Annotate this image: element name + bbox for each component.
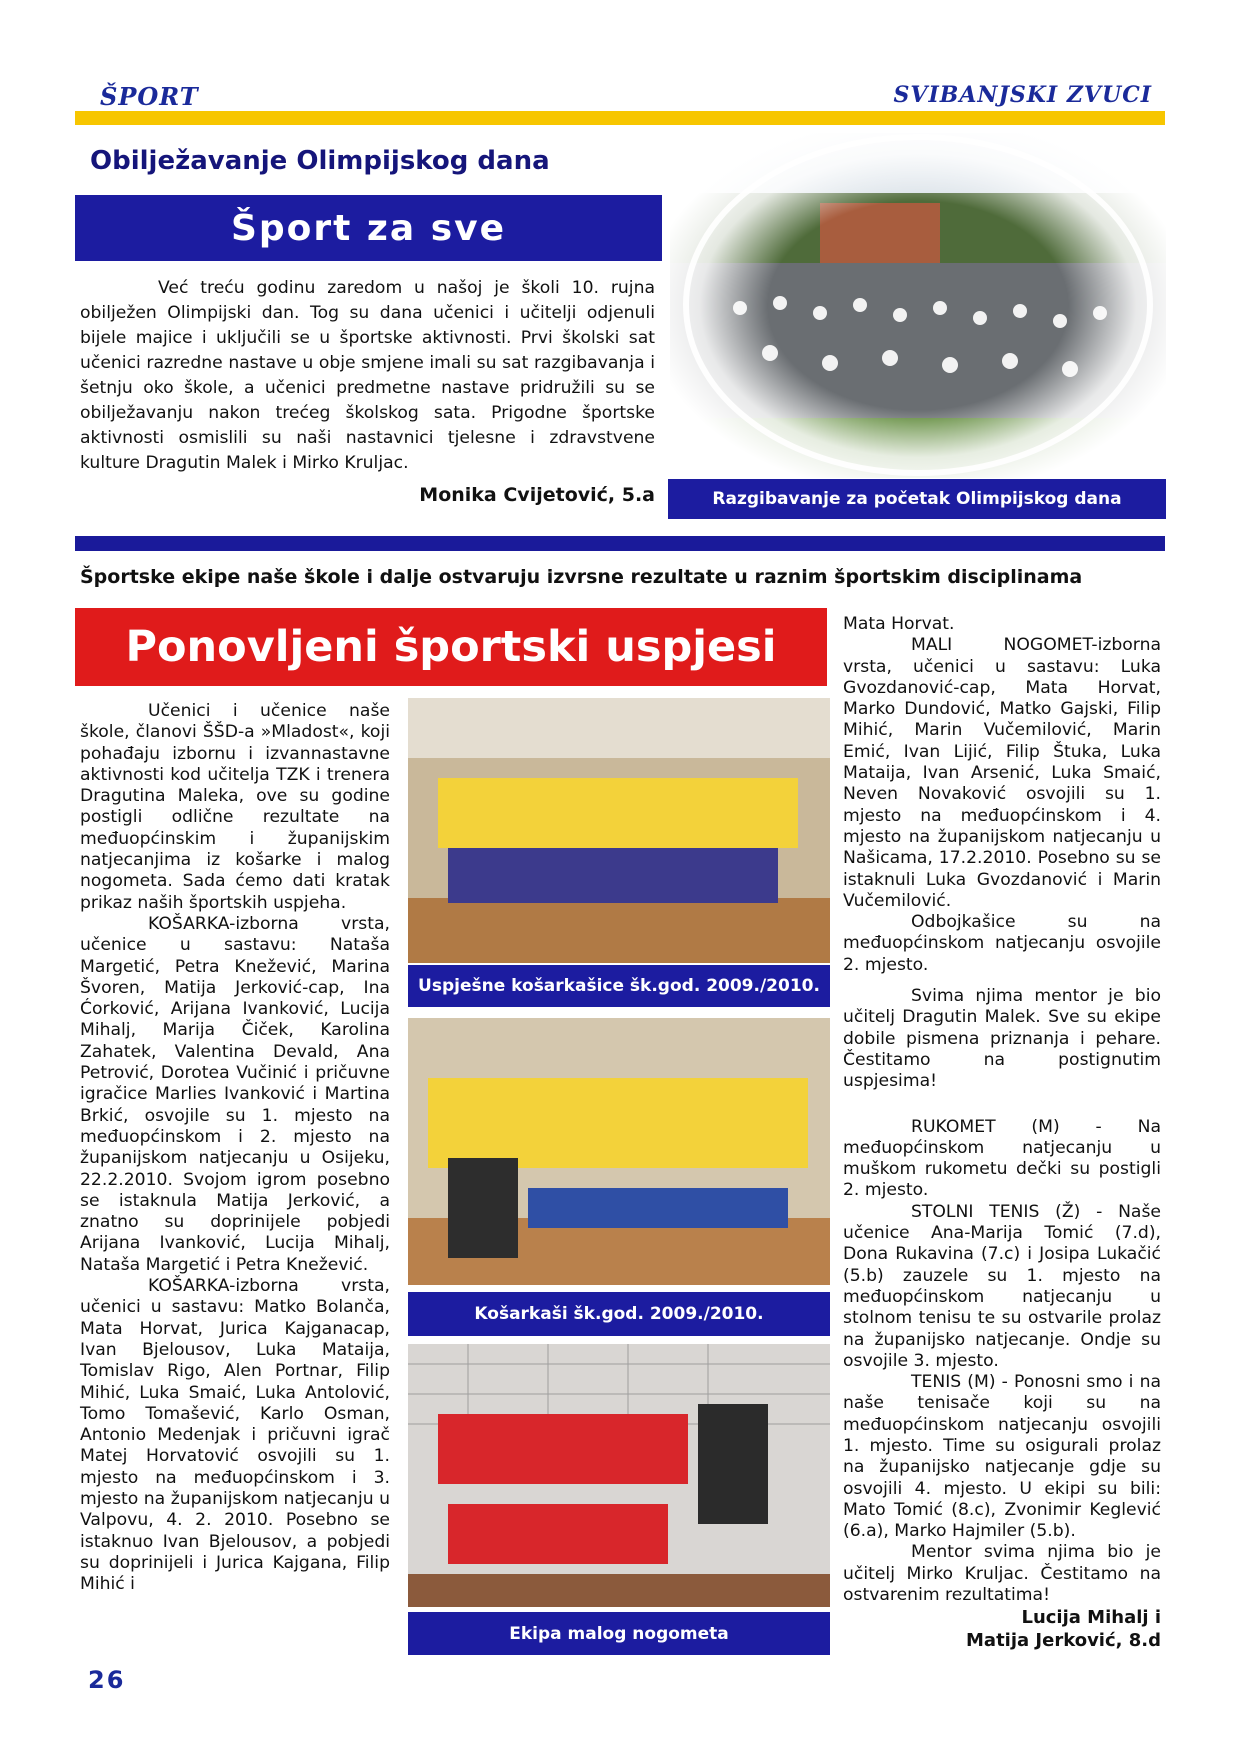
- article2-paragraph: MALI NOGOMET-izborna vrsta, učenici u sastavu: Luka Gvozdanović-cap, Mata Horvat, Marko Dundović, Matko Gajski, Filip Mihić, Marin Vučemilović, Marin Emić, Ivan Lijić, Filip Štuka, Luka Mataija, Ivan Arsenić, Luka Smaić, Neven Novaković osvojili su 1. mjesto na međuopćinskom i 4. mjesto na županijskom natjecanju u Našicama, 17.2.2010. Posebno su se istaknuli Luka Gvozdanović i Marin Vučemilović.: [843, 635, 1161, 911]
- page-number: 26: [88, 1666, 126, 1694]
- olympic-day-photo-image: [670, 133, 1166, 478]
- futsal-team-photo: [408, 1344, 830, 1607]
- article2-paragraph: Učenici i učenice naše škole, članovi ŠŠD-a »Mladost«, koji pohađaju izbornu i izvannastavne aktivnosti kod učitelja TZK i trenera Dragutina Maleka, ove su godine postigli odlične rezultate na međuopćinskim i županijskim natjecanjima iz košarke i malog nogometa. Sada ćemo dati kratak prikaz naših športskih uspjeha.: [80, 701, 390, 913]
- boys-basketball-photo: [408, 1018, 830, 1285]
- article2-paragraph: Mata Horvat.: [843, 614, 955, 634]
- article2-paragraph: STOLNI TENIS (Ž) - Naše učenice Ana-Marija Tomić (7.d), Dona Rukavina (7.c) i Josipa Lukačić (5.b) zauzele su 1. mjesto na međuopćinskom natjecanju u stolnom tenisu te su ostvarile prolaz na županijsko natjecanje. Ondje su osvojile 3. mjesto.: [843, 1201, 1161, 1371]
- article1-kicker: Obilježavanje Olimpijskog dana: [90, 146, 550, 176]
- magazine-title: SVIBANJSKI ZVUCI: [893, 82, 1152, 108]
- article2-column-left: [80, 701, 390, 1595]
- article1-paragraph: Već treću godinu zaredom u našoj je školi 10. rujna obilježen Olimpijski dan. Tog su dana učenici i učitelji odjenuli bijele majice i uključili se u športske aktivnosti. Prvi školski sat učenici razredne nastave u obje smjene imali su sat razgibavanja i šetnju oko škole, a učenici predmetne nastave pridružili su se obilježavanju nakon trećeg školskog sata. Prigodne športske aktivnosti osmislili su naši nastavnici tjelesne i zdravstvene kulture Dragutin Malek i Mirko Kruljac.: [80, 278, 655, 473]
- article1-title: Šport za sve: [75, 195, 662, 261]
- article2-paragraph: TENIS (M) - Ponosni smo i na naše tenisače koji su na međuopćinskom natjecanju osvojili 1. mjesto. Time su osigurali prolaz na županijsko natjecanje gdje su osvojili 4. mjesto. U ekipi su bili: Mato Tomić (8.c), Zvonimir Keglević (6.a), Marko Hajmiler (5.b).: [843, 1372, 1161, 1542]
- article2-title: Ponovljeni športski uspjesi: [75, 608, 827, 686]
- header-divider: [75, 111, 1165, 125]
- article2-author: [843, 1606, 1161, 1652]
- article2-paragraph: KOŠARKA-izborna vrsta, učenice u sastavu: Nataša Margetić, Petra Knežević, Marina Švoren, Matija Jerković-cap, Ina Ćorković, Arijana Ivanković, Lucija Mihalj, Marija Čiček, Karolina Zahatek, Valentina Devald, Ana Petrović, Dorotea Vučinić i pričuvne igračice Marlies Ivanković i Martina Brkić, osvojile su 1. mjesto na međuopćinskom i 2. mjesto na županijskom natjecanju u Osijeku, 22.2.2010. Svojom igrom posebno se istaknula Matija Jerković, a znatno su doprinijele pobjedi Arijana Ivanković, Lucija Mihalj, Nataša Margetić i Petra Knežević.: [80, 913, 390, 1275]
- olympic-day-photo: [670, 133, 1166, 478]
- futsal-team-caption: Ekipa malog nogometa: [408, 1612, 830, 1655]
- article2-paragraph: Odbojkašice su na međuopćinskom natjecanju osvojile 2. mjesto.: [843, 912, 1161, 975]
- girls-basketball-caption: Uspješne košarkašice šk.god. 2009./2010.: [408, 965, 830, 1007]
- article2-author-line: Matija Jerković, 8.d: [966, 1630, 1161, 1652]
- boys-basketball-photo-image: [408, 1018, 830, 1285]
- boys-basketball-caption: Košarkaši šk.god. 2009./2010.: [408, 1292, 830, 1336]
- article2-paragraph: KOŠARKA-izborna vrsta, učenici u sastavu: Matko Bolanča, Mata Horvat, Jurica Kajganacap, Ivan Bjelousov, Luka Mataija, Tomislav Rigo, Alen Portnar, Filip Mihić, Luka Smaić, Luka Antolović, Tomo Tomašević, Karlo Osman, Antonio Medenjak i pričuvni igrač Matej Horvatović osvojili su 1. mjesto na međuopćinskom i 3. mjesto na županijskom natjecanju u Valpovu, 4. 2. 2010. Posebno se istaknuo Ivan Bjelousov, a pobjedi su doprinijeli i Jurica Kajgana, Filip Mihić i: [80, 1276, 390, 1595]
- article2-paragraph: Mentor svima njima bio je učitelj Mirko Kruljac. Čestitamo na ostvarenim rezultatima!: [843, 1542, 1161, 1606]
- girls-basketball-photo: [408, 698, 830, 963]
- article1-author: Monika Cvijetović, 5.a: [419, 484, 655, 506]
- olympic-day-caption: Razgibavanje za početak Olimpijskog dana: [668, 479, 1166, 519]
- girls-basketball-photo-image: [408, 698, 830, 963]
- article2-paragraph: RUKOMET (M) - Na međuopćinskom natjecanju u muškom rukometu dečki su postigli 2. mjesto.: [843, 1116, 1161, 1201]
- article2-paragraph: Svima njima mentor je bio učitelj Dragutin Malek. Sve su ekipe dobile pismena priznanja i pehare. Čestitamo na postignutim uspjesima!: [843, 986, 1161, 1092]
- article2-author-line: Lucija Mihalj i: [1021, 1607, 1161, 1629]
- section-header: ŠPORT: [100, 82, 199, 111]
- article1-body: [80, 276, 655, 476]
- section-divider: [75, 536, 1165, 551]
- article2-kicker: Športske ekipe naše škole i dalje ostvaruju izvrsne rezultate u raznim športskim disciplinama: [80, 566, 1083, 588]
- futsal-team-photo-image: [408, 1344, 830, 1607]
- article2-column-right: [843, 614, 1161, 1652]
